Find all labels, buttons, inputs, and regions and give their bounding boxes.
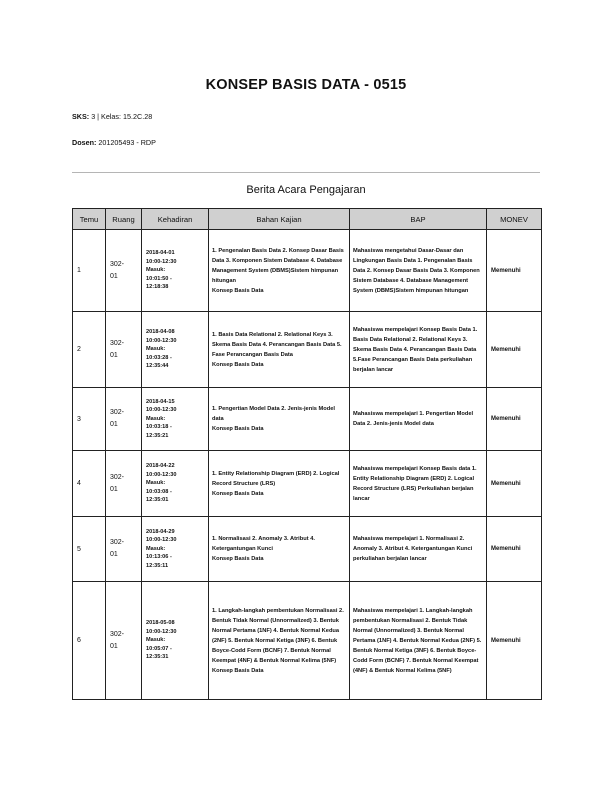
ruang-part: 302-: [110, 260, 125, 268]
table-header-row: [73, 209, 542, 230]
ruang-part: 302-: [110, 473, 125, 481]
divider: [72, 172, 540, 173]
kehadiran-line: 10:03:08 -: [146, 488, 172, 495]
section-title: Berita Acara Pengajaran: [246, 184, 366, 196]
cell-bap: Mahasiswa mempelajari 1. Pengertian Model Data 2. Jenis-jenis Model data: [350, 388, 487, 451]
course-title: KONSEP BASIS DATA - 0515: [205, 77, 407, 93]
table-row: [73, 582, 542, 700]
kehadiran-line: 2018-04-22: [146, 463, 175, 470]
cell-temu: 6: [73, 582, 106, 700]
cell-bahan-kajian: 1. Entity Relationship Diagram (ERD) 2. Logical Record Structure (LRS) Konsep Basis Data: [209, 451, 350, 517]
cell-ruang: [106, 582, 142, 700]
cell-temu: 4: [73, 451, 106, 517]
cell-bap: Mahasiswa mempelajari 1. Langkah-langkah pembentukan Normalisasi 2. Bentuk Tidak Normal (Unnormalized) 3. Bentuk Normal Pertama (1NF) 4. Bentuk Normal Kedua (2NF) 5. Bentuk Normal Ketiga (3NF) 6. Bentuk Boyce-Codd Form (BCNF) 7. Bentuk Normal Keempat (4NF) & Bentuk Normal Kelima (5NF): [350, 582, 487, 700]
kehadiran-line: 12:18:38: [146, 284, 169, 291]
dosen-label: Dosen:: [72, 138, 97, 147]
table-row: [73, 388, 542, 451]
table-row: [73, 230, 542, 312]
kehadiran-line: 10:00-12:30: [146, 407, 177, 414]
kehadiran-line: 10:00-12:30: [146, 537, 177, 544]
table-row: [73, 312, 542, 388]
sks-value: 3 | Kelas: 15.2C.28: [91, 112, 153, 121]
kehadiran-line: Masuk:: [146, 545, 166, 552]
kehadiran-line: 10:01:50 -: [146, 275, 172, 282]
kehadiran-line: 12:35:21: [146, 432, 169, 439]
ruang-part: 01: [110, 272, 118, 280]
cell-kehadiran: [142, 517, 209, 582]
kehadiran-line: 2018-05-08: [146, 620, 175, 627]
kehadiran-line: 10:05:07 -: [146, 645, 172, 652]
cell-kehadiran: [142, 388, 209, 451]
ruang-part: 302-: [110, 339, 125, 347]
dosen-value: 201205493 - RDP: [98, 138, 156, 147]
cell-ruang: [106, 230, 142, 312]
kehadiran-line: 10:03:28 -: [146, 354, 172, 361]
kehadiran-line: 12:35:11: [146, 562, 169, 569]
cell-monev: Memenuhi: [487, 582, 542, 700]
cell-temu: 1: [73, 230, 106, 312]
ruang-part: 01: [110, 642, 118, 650]
cell-bahan-kajian: 1. Basis Data Relational 2. Relational Keys 3. Skema Basis Data 4. Perancangan Basis Data 5. Fase Perancangan Basis Data Konsep Basis Data: [209, 312, 350, 388]
cell-kehadiran: [142, 582, 209, 700]
ruang-part: 302-: [110, 630, 125, 638]
kehadiran-line: Masuk:: [146, 415, 166, 422]
kehadiran-line: 10:00-12:30: [146, 471, 177, 478]
cell-bahan-kajian: 1. Normalisasi 2. Anomaly 3. Atribut 4. Ketergantungan Kunci Konsep Basis Data: [209, 517, 350, 582]
kehadiran-line: 10:00-12:30: [146, 337, 177, 344]
cell-monev: Memenuhi: [487, 388, 542, 451]
cell-ruang: [106, 312, 142, 388]
cell-monev: Memenuhi: [487, 451, 542, 517]
kehadiran-line: 12:35:31: [146, 654, 169, 661]
kehadiran-line: 2018-04-01: [146, 250, 175, 257]
cell-ruang: [106, 517, 142, 582]
header-monev: MONEV: [487, 209, 542, 230]
kehadiran-line: 10:03:18 -: [146, 424, 172, 431]
kehadiran-line: 10:13:06 -: [146, 554, 172, 561]
cell-kehadiran: [142, 451, 209, 517]
cell-temu: 3: [73, 388, 106, 451]
cell-bahan-kajian: 1. Langkah-langkah pembentukan Normalisasi 2. Bentuk Tidak Normal (Unnormalized) 3. Bentuk Normal Pertama (1NF) 4. Bentuk Normal Kedua (2NF) 5. Bentuk Normal Ketiga (3NF) 6. Bentuk Boyce-Codd Form (BCNF) 7. Bentuk Normal Keempat (4NF) & Bentuk Normal Kelima (5NF) Konsep Basis Data: [209, 582, 350, 700]
cell-kehadiran: [142, 312, 209, 388]
kehadiran-line: 2018-04-29: [146, 528, 175, 535]
cell-bap: Mahasiswa mempelajari 1. Normalisasi 2. Anomaly 3. Atribut 4. Ketergantungan Kunci perkuliahan berjalan lancar: [350, 517, 487, 582]
ruang-part: 01: [110, 421, 118, 428]
header-bap: BAP: [350, 209, 487, 230]
cell-ruang: [106, 388, 142, 451]
cell-monev: Memenuhi: [487, 517, 542, 582]
dosen-info: [72, 138, 156, 147]
ruang-part: 01: [110, 485, 118, 493]
cell-bap: Mahasiswa mengetahui Dasar-Dasar dan Lingkungan Basis Data 1. Pengenalan Basis Data 2. Konsep Dasar Basis Data 3. Komponen Sistem Database 4. Database Management System (DBMS)Sistem himpunan hitungan: [350, 230, 487, 312]
cell-monev: Memenuhi: [487, 230, 542, 312]
ruang-part: 01: [110, 351, 118, 359]
sks-label: SKS:: [72, 112, 90, 121]
kehadiran-line: 2018-04-08: [146, 329, 175, 336]
cell-bahan-kajian: 1. Pengertian Model Data 2. Jenis-jenis Model data Konsep Basis Data: [209, 388, 350, 451]
kehadiran-line: Masuk:: [146, 346, 166, 353]
ruang-part: 01: [110, 551, 118, 558]
header-temu: Temu: [73, 209, 106, 230]
kehadiran-line: 2018-04-15: [146, 398, 175, 405]
kehadiran-line: Masuk:: [146, 267, 166, 274]
header-ruang: Ruang: [106, 209, 142, 230]
cell-bap: Mahasiswa mempelajari Konsep Basis data 1. Entity Relationship Diagram (ERD) 2. Logical Record Structure (LRS) Perkuliahan berjalan lancar: [350, 451, 487, 517]
cell-kehadiran: [142, 230, 209, 312]
cell-temu: 2: [73, 312, 106, 388]
kehadiran-line: 10:00-12:30: [146, 258, 177, 265]
sks-kelas-info: [72, 112, 152, 121]
table-row: [73, 451, 542, 517]
cell-bahan-kajian: 1. Pengenalan Basis Data 2. Konsep Dasar Basis Data 3. Komponen Sistem Database 4. Database Management System (DBMS)Sistem himpunan hitungan Konsep Basis Data: [209, 230, 350, 312]
header-bahan-kajian: Bahan Kajian: [209, 209, 350, 230]
ruang-part: 302-: [110, 409, 125, 416]
header-kehadiran: Kehadiran: [142, 209, 209, 230]
kehadiran-line: Masuk:: [146, 637, 166, 644]
table-body: [73, 230, 542, 700]
kehadiran-line: 10:00-12:30: [146, 628, 177, 635]
kehadiran-line: Masuk:: [146, 480, 166, 487]
cell-bap: Mahasiswa mempelajari Konsep Basis Data 1. Basis Data Relational 2. Relational Keys 3. Skema Basis Data 4. Perancangan Basis Data 5.Fase Perancangan Basis Data perkuliahan berjalan lancar: [350, 312, 487, 388]
kehadiran-line: 12:35:44: [146, 363, 169, 370]
cell-monev: Memenuhi: [487, 312, 542, 388]
cell-ruang: [106, 451, 142, 517]
table-row: [73, 517, 542, 582]
kehadiran-line: 12:35:01: [146, 497, 169, 504]
cell-temu: 5: [73, 517, 106, 582]
ruang-part: 302-: [110, 539, 125, 546]
berita-acara-table: [72, 208, 542, 700]
